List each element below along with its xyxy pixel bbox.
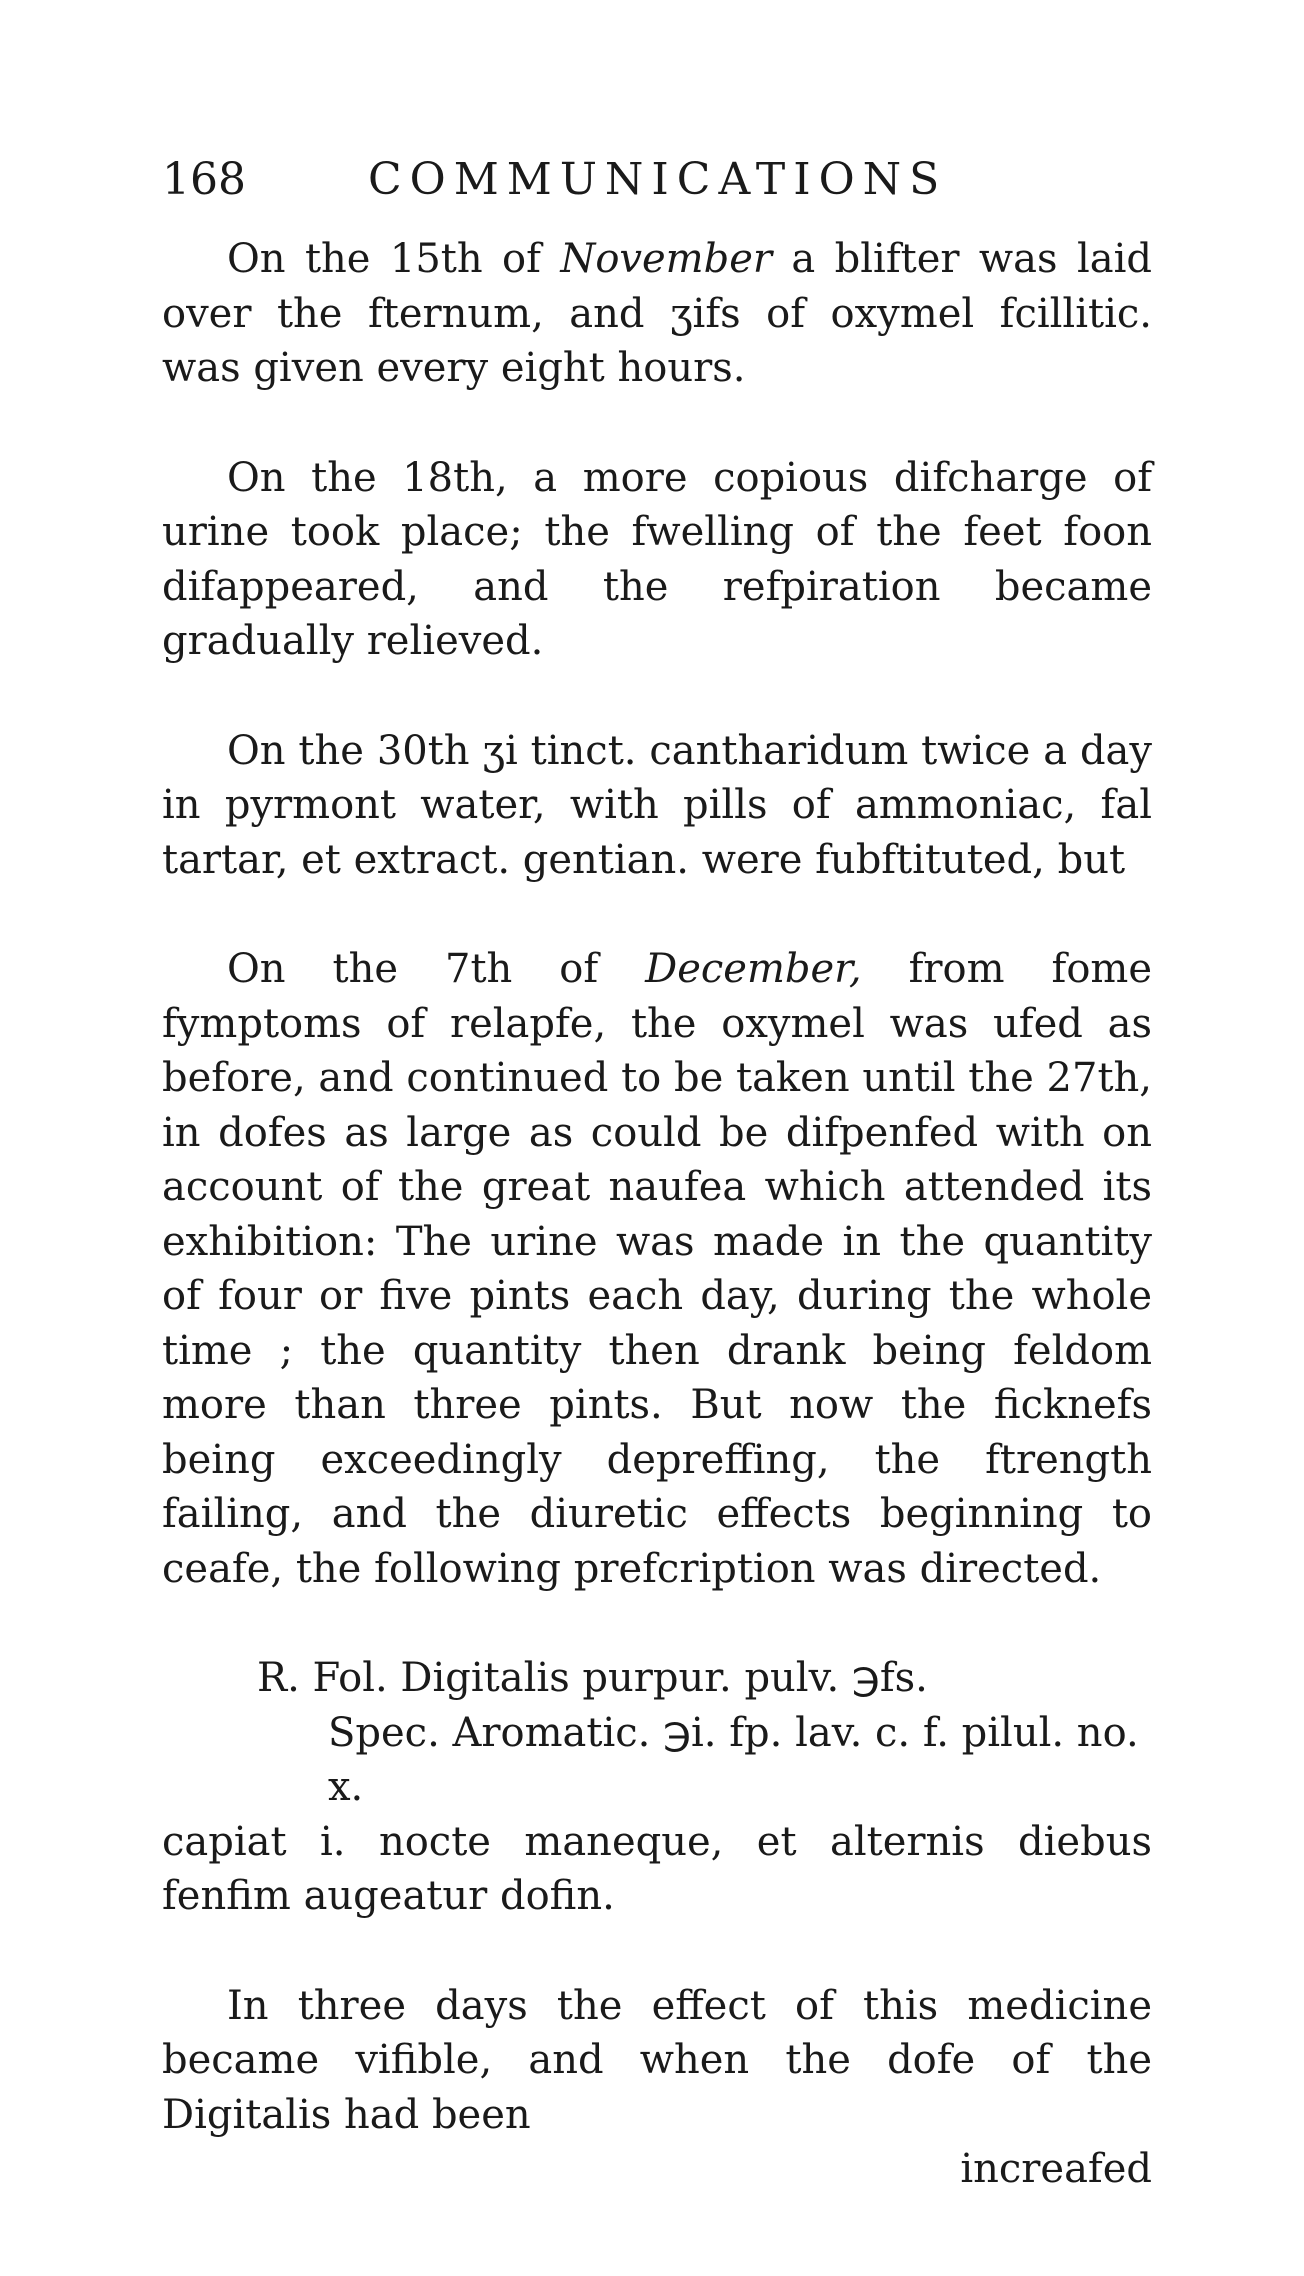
prescription-line-1: R. Fol. Digitalis purpur. pulv. ℈fs.: [257, 1655, 928, 1701]
prescription-block: [162, 1651, 1152, 1924]
italic-december: December,: [645, 946, 862, 992]
italic-november: November: [560, 236, 772, 282]
paragraph-november: On the 15th of November a blifter was laid over the fternum, and ʒifs of oxymel fcillitic. was given every eight hours.: [162, 236, 1152, 391]
prescription-continuation: capiat i. nocte maneque, et alternis diebus fenfim augeatur dofin.: [162, 1818, 1152, 1919]
catchword: increafed: [960, 2146, 1152, 2192]
prescription-line-2: Spec. Aromatic. ℈i. fp. lav. c. f. pilul. no. x.: [328, 1709, 1139, 1810]
paragraph-three-days: In three days the effect of this medicine became vifible, and when the dofe of the Digitalis had been: [162, 1982, 1152, 2138]
page-number: 168: [162, 154, 246, 205]
page-body: [162, 232, 1152, 2197]
running-head: COMMUNICATIONS: [368, 154, 948, 205]
page-header: [162, 150, 1162, 210]
paragraph-18th: On the 18th, a more copious difcharge of urine took place; the fwelling of the feet foon difappeared, and the refpiration became gradually relieved.: [162, 454, 1152, 664]
paragraph-30th: On the 30th ʒi tinct. cantharidum twice a day in pyrmont water, with pills of ammoniac, fal tartar, et extract. gentian. were fubftituted, but: [162, 727, 1152, 883]
paragraph-december: On the 7th of December, from fome fymptoms of relapfe, the oxymel was ufed as before, and continued to be taken until the 27th, in dofes as large as could be difpenfed with on account of the great naufea which attended its exhibition: The urine was made in the quantity of four or five pints each day, during the whole time ; the quantity then drank being feldom more than three pints. But now the ficknefs being exceedingly depreffing, the ftrength failing, and the diuretic effects beginning to ceafe, the following prefcription was directed.: [162, 946, 1153, 1592]
